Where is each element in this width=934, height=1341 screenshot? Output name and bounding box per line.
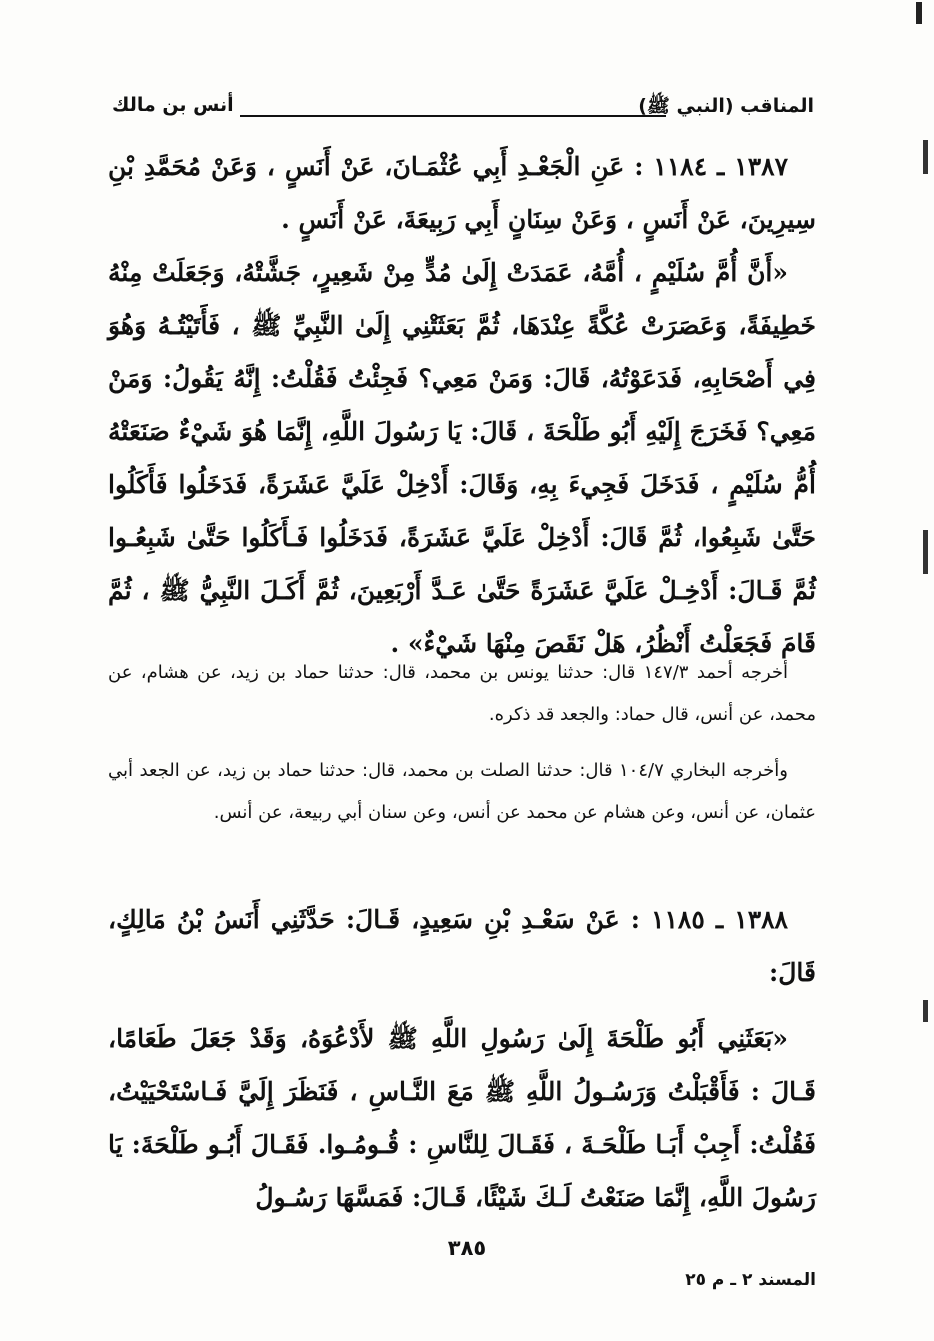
text-line: أنس، وعن سنان أبي ربيعة، عن أنس. <box>213 802 491 823</box>
text-line: فَأَكَلُوا حَتَّىٰ شَبِعُوا، ثُمَّ قَالَ: أَدْخِلْ عَلَيَّ عَشَرَةً، فَدَخَلُوا فَـأَكَلُوا حَتَّىٰ <box>108 470 816 552</box>
page-number: ٣٨٥ <box>447 1236 487 1260</box>
hadith-1388-matn <box>108 1012 816 1224</box>
text-line: شَبِعُـوا ثُمَّ قَـالَ: أَدْخِـلْ عَلَيَّ عَشَرَةً حَتَّىٰ عَـدَّ أَرْبَعِينَ، ثُمَّ أَكَـلَ <box>108 523 816 605</box>
takhrij-bukhari <box>108 750 816 834</box>
text-line: مُحَمَّدِ بْنِ سِيرِينَ، عَنْ أَنَسٍ ، وَعَنْ سِنَانٍ أَبِي رَبِيعَةَ، عَنْ أَنَسٍ . <box>108 152 816 234</box>
text-line: أخرجه أحمد ١٤٧/٣ قال: حدثنا يونس بن محمد، قال: حدثنا <box>337 662 789 683</box>
text-line: قَـالَ : فَأَقْبَلْتُ وَرَسُـولُ اللَّهِ ﷺ مَعَ النَّـاسِ ، فَنَظَرَ إِلَيَّ فَـاسْتَحْيَيْتُ، <box>108 1077 816 1106</box>
scan-edge-mark <box>923 530 928 574</box>
text-line: صَنَعَتْهُ أُمُّ سُلَيْمٍ ، فَدَخَلَ فَجِيءَ بِهِ، وَقَالَ: أَدْخِلْ عَلَيَّ عَشَرَةً، فَدَخَلُوا <box>108 417 816 499</box>
scan-edge-mark <box>923 140 928 174</box>
text-line: حماد بن زيد، عن هشام، عن محمد، عن أنس، قال حماد: والجعد قد ذكره. <box>108 662 816 725</box>
running-head <box>112 94 814 126</box>
scan-edge-mark <box>923 1000 928 1022</box>
text-line: ١٣٨٧ ـ ١١٨٤ : عَنِ الْجَعْـدِ أَبِي عُثْمَـانَ، عَنْ أَنَسٍ ، وَعَنْ <box>210 152 788 181</box>
text-line: وَمَنْ مَعِي؟ فَخَرَجَ إِلَيْهِ أَبُو طَلْحَةَ ، قَالَ: يَا رَسُولَ اللَّهِ، إِنَّمَا هُوَ شَيْءٌ <box>108 364 816 446</box>
text-line: وأخرجه البخاري ١٠٤/٧ قال: حدثنا الصلت بن محمد، قال: حدثنا <box>319 760 788 781</box>
hadith-1388-isnad <box>108 893 816 999</box>
takhrij-ahmad <box>108 652 816 736</box>
text-line: مَالِكٍ، قَالَ: <box>108 905 816 987</box>
header-rule <box>240 115 666 117</box>
text-line: «أَنَّ أُمَّ سُلَيْمٍ ، أُمَّهُ، عَمَدَتْ إِلَىٰ مُدٍّ مِنْ شَعِيرٍ، جَشَّتْهُ، وَجَعَلَتْ <box>152 258 788 287</box>
scan-edge-mark <box>916 2 922 24</box>
hadith-1387-isnad <box>108 140 816 246</box>
text-line: طَلْحَةَ: يَا رَسُولَ اللَّهِ، إِنَّمَا صَنَعْتُ لَـكَ شَيْئًا، قَـالَ: فَمَسَّهَا رَسُـولُ <box>108 1130 816 1212</box>
text-line: مِنْهُ خَطِيفَةً، وَعَصَرَتْ عُكَّةً عِنْدَهَا، ثُمَّ بَعَثَتْنِي إِلَىٰ النَّبِيِّ ﷺ ، فَأَتَيْتُـهُ <box>108 258 816 340</box>
text-line: فَقُلْتُ: أَجِبْ أَبَـا طَلْحَـةَ ، فَقَـالَ لِلنَّاسِ : قُـومُـوا. فَقَـالَ أَبُـو <box>207 1130 816 1159</box>
text-line: حماد بن زيد، عن الجعد أبي عثمان، عن أنس، وعن هشام عن محمد عن <box>108 760 816 823</box>
text-line: «بَعَثَنِي أَبُو طَلْحَةَ إِلَىٰ رَسُولِ اللَّهِ ﷺ لأَدْعُوَهُ، وَقَدْ جَعَلَ طَعَامًا، <box>108 1024 788 1053</box>
section-title: أنس بن مالك <box>112 94 234 116</box>
printer-signature: المسند ٢ ـ م ٢٥ <box>685 1270 816 1290</box>
text-line: ١٣٨٨ ـ ١١٨٥ : عَنْ سَعْـدِ بْنِ سَعِيدٍ، قَـالَ: حَدَّثَنِي أَنَسُ بْنُ <box>176 905 788 934</box>
text-line: النَّبِيُّ ﷺ ، ثُمَّ قَامَ فَجَعَلْتُ أَنْظُرُ، هَلْ نَقَصَ مِنْهَا شَيْءٌ» . <box>108 576 816 658</box>
chapter-title: المناقب (النبي ﷺ) <box>638 95 814 117</box>
text-line: وَهُوَ فِي أَصْحَابِهِ، فَدَعَوْتُهُ، قَالَ: وَمَنْ مَعِي؟ فَجِئْتُ فَقُلْتُ: إِنَّهُ يَقُولُ: <box>108 311 816 393</box>
hadith-1387-matn <box>108 246 816 670</box>
